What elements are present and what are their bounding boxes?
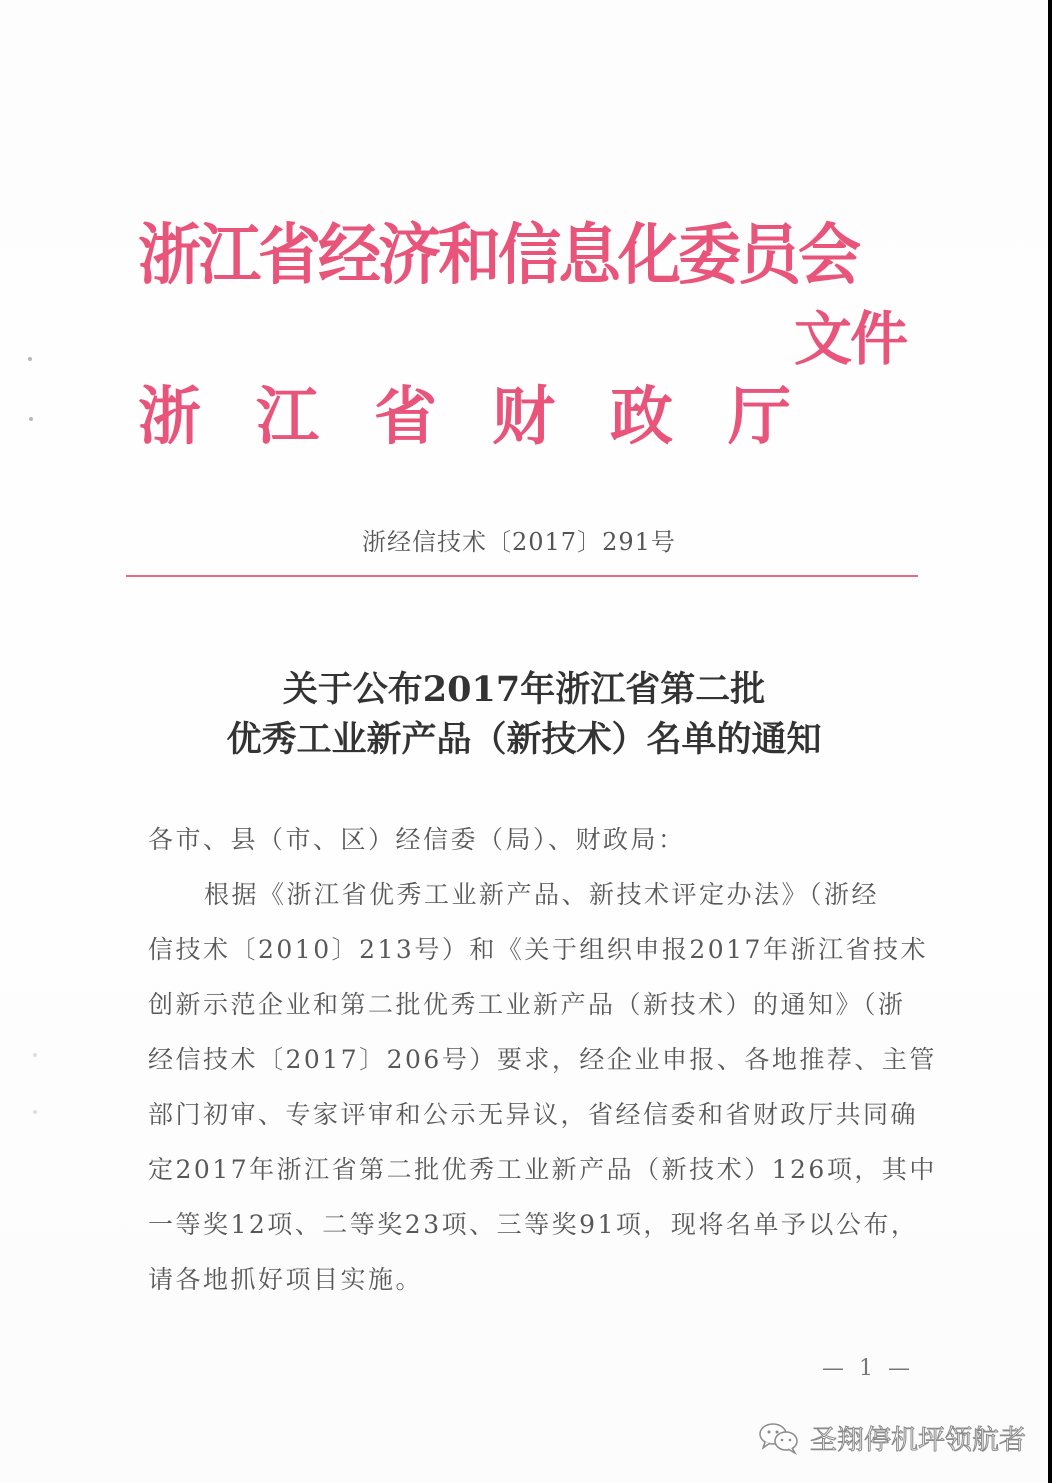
body-line: 经信技术〔2017〕206号）要求，经企业申报、各地推荐、主管 [148,1045,937,1074]
scan-border [1048,0,1052,1483]
red-divider [126,575,918,577]
issuer-char: 省 [374,380,437,453]
scan-artifact [33,1053,37,1057]
issuer-name-primary: 浙江省经济和信息化委员会 [138,216,858,294]
scan-artifact [33,1110,37,1114]
issuer-char: 财 [492,380,555,453]
issuer-char: 厅 [728,380,791,453]
body-line: 信技术〔2010〕213号）和《关于组织申报2017年浙江省技术 [148,935,928,964]
wechat-icon [758,1421,802,1455]
salutation: 各市、县（市、区）经信委（局）、财政局： [148,825,686,854]
issuer-file-suffix: 文件 [794,305,907,373]
body-line: 一等奖12项、二等奖23项、三等奖91项，现将名单予以公布， [148,1210,919,1239]
page-number: — 1 — [822,1356,914,1381]
scan-artifact [28,357,32,361]
body-line: 部门初审、专家评审和公示无异议，省经信委和省财政厅共同确 [148,1100,919,1129]
watermark [758,1418,1026,1457]
issuer-char: 浙 [138,380,201,453]
body-line: 定2017年浙江省第二批优秀工业新产品（新技术）126项，其中 [148,1155,937,1184]
body-line: 创新示范企业和第二批优秀工业新产品（新技术）的通知》（浙 [148,990,906,1019]
body-line: 根据《浙江省优秀工业新产品、新技术评定办法》（浙经 [204,880,880,909]
document-title-line-1: 关于公布2017年浙江省第二批 [282,669,766,710]
document-title-line-2: 优秀工业新产品（新技术）名单的通知 [226,719,822,760]
issuer-char: 江 [256,380,319,453]
document-number: 浙经信技术〔2017〕291号 [362,528,676,556]
issuer-char: 政 [610,380,673,453]
issuer-name-secondary [138,380,846,453]
watermark-text: 圣翔停机坪领航者 [810,1425,1026,1456]
body-line: 请各地抓好项目实施。 [148,1265,424,1294]
scan-artifact [29,417,33,421]
